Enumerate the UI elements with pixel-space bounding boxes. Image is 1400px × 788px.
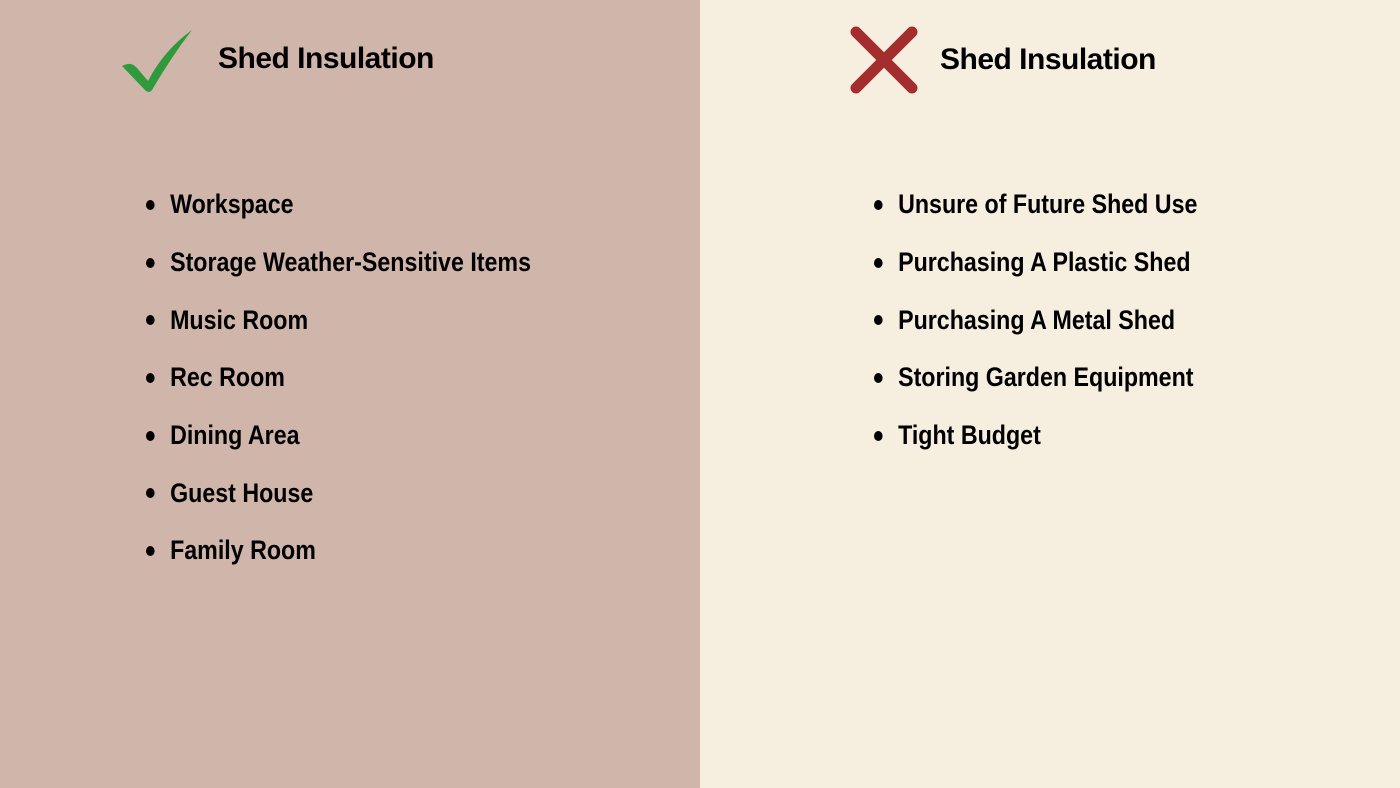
bullet-icon — [146, 431, 155, 441]
recommended-title: Shed Insulation — [218, 42, 434, 75]
list-item — [874, 407, 1197, 465]
bullet-icon — [874, 200, 883, 210]
not-recommended-list — [874, 176, 1250, 464]
list-item-label: Purchasing A Plastic Shed — [898, 247, 1191, 278]
recommended-list — [146, 176, 594, 580]
list-item — [146, 349, 531, 407]
cross-icon — [848, 24, 920, 96]
not-recommended-header — [848, 24, 1156, 96]
recommended-header — [118, 24, 434, 94]
list-item — [874, 176, 1197, 234]
bullet-icon — [874, 373, 883, 383]
list-item-label: Family Room — [170, 535, 316, 566]
bullet-icon — [874, 315, 883, 325]
list-item — [874, 349, 1197, 407]
list-item-label: Purchasing A Metal Shed — [898, 304, 1176, 335]
list-item-label: Rec Room — [170, 362, 285, 393]
list-item-label: Tight Budget — [898, 420, 1041, 451]
bullet-icon — [146, 488, 155, 498]
list-item-label: Storage Weather-Sensitive Items — [170, 247, 531, 278]
list-item-label: Storing Garden Equipment — [898, 362, 1194, 393]
list-item — [146, 522, 531, 580]
list-item-label: Music Room — [170, 304, 309, 335]
list-item-label: Unsure of Future Shed Use — [898, 189, 1198, 220]
checkmark-icon — [118, 24, 196, 94]
bullet-icon — [146, 315, 155, 325]
list-item-label: Workspace — [170, 189, 294, 220]
list-item — [874, 291, 1197, 349]
list-item — [146, 176, 531, 234]
list-item-label: Guest House — [170, 477, 314, 508]
bullet-icon — [146, 258, 155, 268]
list-item-label: Dining Area — [170, 420, 300, 451]
bullet-icon — [146, 200, 155, 210]
list-item — [146, 407, 531, 465]
list-item — [146, 464, 531, 522]
list-item — [146, 291, 531, 349]
bullet-icon — [146, 373, 155, 383]
bullet-icon — [874, 258, 883, 268]
bullet-icon — [874, 431, 883, 441]
not-recommended-panel — [700, 0, 1400, 788]
not-recommended-title: Shed Insulation — [940, 43, 1156, 76]
bullet-icon — [146, 546, 155, 556]
list-item — [146, 234, 531, 292]
list-item — [874, 234, 1197, 292]
